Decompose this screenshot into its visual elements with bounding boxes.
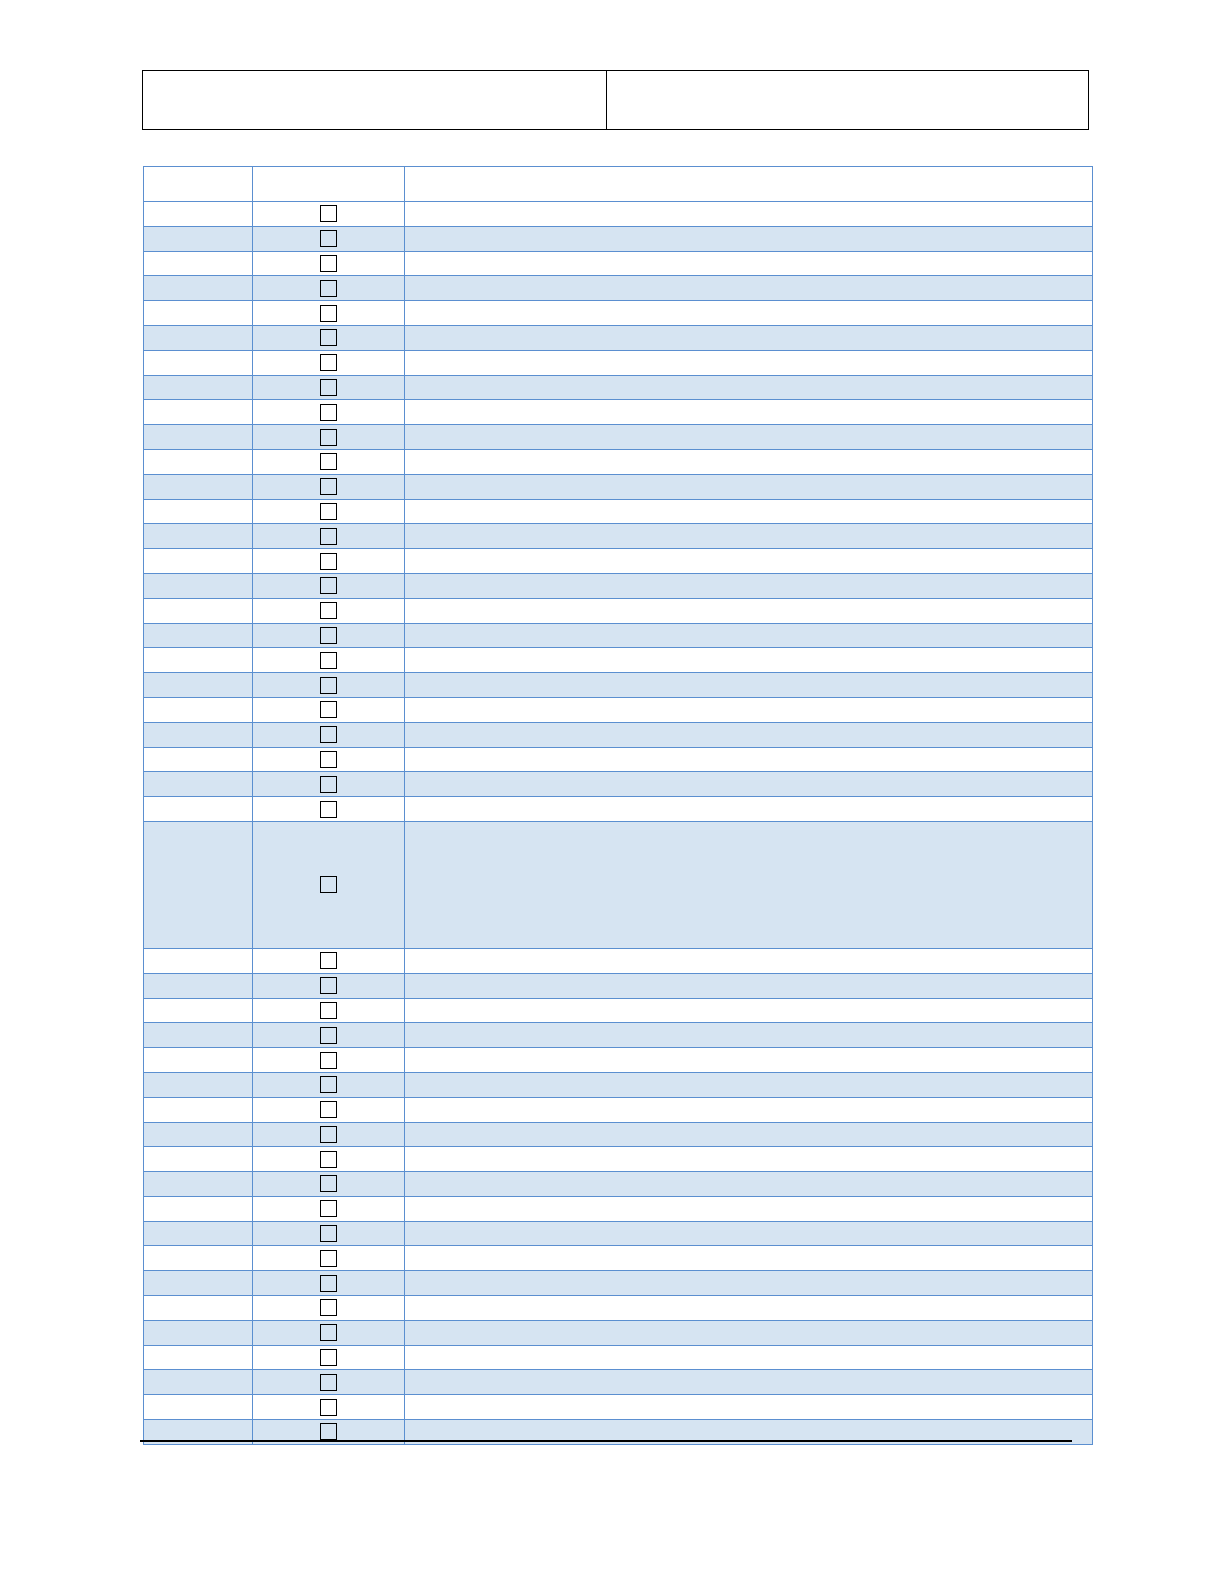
table-row: [144, 226, 1093, 251]
checkbox[interactable]: [320, 1027, 337, 1044]
checkbox[interactable]: [320, 952, 337, 969]
table-row: [144, 1048, 1093, 1073]
table-row: [144, 449, 1093, 474]
table-row: [144, 1023, 1093, 1048]
table-row: [144, 400, 1093, 425]
table-row: [144, 499, 1093, 524]
checkbox[interactable]: [320, 977, 337, 994]
row-checkbox-cell: [253, 400, 405, 425]
row-checkbox-cell: [253, 474, 405, 499]
row-checkbox-cell: [253, 747, 405, 772]
checkbox[interactable]: [320, 602, 337, 619]
row-checkbox-cell: [253, 797, 405, 822]
row-label-cell: [144, 722, 253, 747]
row-label-cell: [144, 598, 253, 623]
table-row: [144, 325, 1093, 350]
table-row: [144, 722, 1093, 747]
table-row: [144, 948, 1093, 973]
row-description-cell: [405, 821, 1093, 948]
row-label-cell: [144, 1221, 253, 1246]
table-row: [144, 973, 1093, 998]
row-checkbox-cell: [253, 623, 405, 648]
row-checkbox-cell: [253, 1271, 405, 1296]
checklist-table: [143, 166, 1093, 1445]
row-description-cell: [405, 1221, 1093, 1246]
table-row: [144, 425, 1093, 450]
row-checkbox-cell: [253, 1320, 405, 1345]
table-row: [144, 821, 1093, 948]
checkbox[interactable]: [320, 726, 337, 743]
row-checkbox-cell: [253, 1072, 405, 1097]
row-label-cell: [144, 325, 253, 350]
row-label-cell: [144, 772, 253, 797]
row-checkbox-cell: [253, 524, 405, 549]
table-row: [144, 673, 1093, 698]
row-description-cell: [405, 1320, 1093, 1345]
row-description-cell: [405, 1147, 1093, 1172]
row-description-cell: [405, 549, 1093, 574]
row-description-cell: [405, 1097, 1093, 1122]
row-description-cell: [405, 1196, 1093, 1221]
checkbox[interactable]: [320, 453, 337, 470]
checkbox[interactable]: [320, 652, 337, 669]
row-checkbox-cell: [253, 325, 405, 350]
table-row: [144, 202, 1093, 227]
checkbox[interactable]: [320, 553, 337, 570]
row-label-cell: [144, 797, 253, 822]
checklist-body: [144, 202, 1093, 1445]
row-label-cell: [144, 648, 253, 673]
row-label-cell: [144, 1072, 253, 1097]
row-checkbox-cell: [253, 549, 405, 574]
row-checkbox-cell: [253, 598, 405, 623]
table-row: [144, 1172, 1093, 1197]
row-description-cell: [405, 1271, 1093, 1296]
checkbox[interactable]: [320, 801, 337, 818]
row-checkbox-cell: [253, 276, 405, 301]
row-label-cell: [144, 1246, 253, 1271]
table-row: [144, 474, 1093, 499]
table-row: [144, 1147, 1093, 1172]
table-row: [144, 251, 1093, 276]
row-checkbox-cell: [253, 998, 405, 1023]
row-label-cell: [144, 1320, 253, 1345]
row-description-cell: [405, 325, 1093, 350]
checkbox[interactable]: [320, 230, 337, 247]
row-label-cell: [144, 1395, 253, 1420]
row-description-cell: [405, 1395, 1093, 1420]
row-label-cell: [144, 673, 253, 698]
row-description-cell: [405, 226, 1093, 251]
checkbox[interactable]: [320, 1423, 337, 1440]
checkbox[interactable]: [320, 1324, 337, 1341]
row-checkbox-cell: [253, 1097, 405, 1122]
row-label-cell: [144, 524, 253, 549]
table-row: [144, 1122, 1093, 1147]
checkbox[interactable]: [320, 1126, 337, 1143]
checkbox[interactable]: [320, 280, 337, 297]
table-row: [144, 648, 1093, 673]
row-label-cell: [144, 1271, 253, 1296]
row-checkbox-cell: [253, 1395, 405, 1420]
row-description-cell: [405, 1246, 1093, 1271]
row-label-cell: [144, 474, 253, 499]
row-label-cell: [144, 301, 253, 326]
row-description-cell: [405, 797, 1093, 822]
row-description-cell: [405, 598, 1093, 623]
table-row: [144, 524, 1093, 549]
table-row: [144, 697, 1093, 722]
column-header-1: [144, 167, 253, 202]
checkbox[interactable]: [320, 1399, 337, 1416]
checkbox[interactable]: [320, 1275, 337, 1292]
row-description-cell: [405, 673, 1093, 698]
row-label-cell: [144, 276, 253, 301]
row-checkbox-cell: [253, 226, 405, 251]
table-row: [144, 1221, 1093, 1246]
row-description-cell: [405, 973, 1093, 998]
footer-rule: [140, 1440, 1072, 1442]
row-checkbox-cell: [253, 1370, 405, 1395]
row-checkbox-cell: [253, 350, 405, 375]
row-description-cell: [405, 747, 1093, 772]
table-row: [144, 797, 1093, 822]
document-header-box: [142, 70, 1089, 130]
row-label-cell: [144, 400, 253, 425]
row-description-cell: [405, 648, 1093, 673]
row-label-cell: [144, 821, 253, 948]
table-row: [144, 1271, 1093, 1296]
table-row: [144, 1296, 1093, 1321]
table-row: [144, 598, 1093, 623]
row-description-cell: [405, 1345, 1093, 1370]
row-description-cell: [405, 1370, 1093, 1395]
checkbox[interactable]: [320, 205, 337, 222]
checkbox[interactable]: [320, 627, 337, 644]
checklist-header-row: [144, 167, 1093, 202]
row-checkbox-cell: [253, 499, 405, 524]
row-description-cell: [405, 425, 1093, 450]
row-description-cell: [405, 375, 1093, 400]
table-row: [144, 276, 1093, 301]
checkbox[interactable]: [320, 701, 337, 718]
header-left-cell: [143, 71, 607, 129]
row-label-cell: [144, 1370, 253, 1395]
row-description-cell: [405, 1296, 1093, 1321]
row-checkbox-cell: [253, 1147, 405, 1172]
row-checkbox-cell: [253, 821, 405, 948]
row-description-cell: [405, 524, 1093, 549]
row-description-cell: [405, 1122, 1093, 1147]
row-checkbox-cell: [253, 449, 405, 474]
row-checkbox-cell: [253, 1023, 405, 1048]
table-row: [144, 375, 1093, 400]
row-checkbox-cell: [253, 1296, 405, 1321]
table-row: [144, 1246, 1093, 1271]
row-checkbox-cell: [253, 722, 405, 747]
checkbox[interactable]: [320, 404, 337, 421]
row-checkbox-cell: [253, 375, 405, 400]
row-description-cell: [405, 623, 1093, 648]
row-checkbox-cell: [253, 1048, 405, 1073]
row-description-cell: [405, 772, 1093, 797]
checkbox[interactable]: [320, 1101, 337, 1118]
checkbox[interactable]: [320, 1076, 337, 1093]
row-description-cell: [405, 449, 1093, 474]
row-checkbox-cell: [253, 1196, 405, 1221]
table-row: [144, 1370, 1093, 1395]
row-checkbox-cell: [253, 973, 405, 998]
checkbox[interactable]: [320, 305, 337, 322]
checkbox[interactable]: [320, 1151, 337, 1168]
row-label-cell: [144, 697, 253, 722]
table-row: [144, 1345, 1093, 1370]
row-label-cell: [144, 973, 253, 998]
row-label-cell: [144, 449, 253, 474]
row-label-cell: [144, 747, 253, 772]
checkbox[interactable]: [320, 255, 337, 272]
row-label-cell: [144, 573, 253, 598]
row-description-cell: [405, 697, 1093, 722]
row-label-cell: [144, 1147, 253, 1172]
checkbox[interactable]: [320, 1225, 337, 1242]
table-row: [144, 1395, 1093, 1420]
table-row: [144, 1072, 1093, 1097]
checkbox[interactable]: [320, 478, 337, 495]
row-label-cell: [144, 1023, 253, 1048]
row-checkbox-cell: [253, 648, 405, 673]
checkbox[interactable]: [320, 329, 337, 346]
row-description-cell: [405, 474, 1093, 499]
row-description-cell: [405, 1172, 1093, 1197]
column-header-2: [253, 167, 405, 202]
row-label-cell: [144, 425, 253, 450]
checkbox[interactable]: [320, 528, 337, 545]
row-label-cell: [144, 623, 253, 648]
checkbox[interactable]: [320, 1250, 337, 1267]
row-label-cell: [144, 1296, 253, 1321]
checkbox[interactable]: [320, 677, 337, 694]
checkbox[interactable]: [320, 1374, 337, 1391]
table-row: [144, 350, 1093, 375]
row-description-cell: [405, 1072, 1093, 1097]
row-label-cell: [144, 1345, 253, 1370]
row-description-cell: [405, 350, 1093, 375]
row-checkbox-cell: [253, 697, 405, 722]
row-checkbox-cell: [253, 251, 405, 276]
header-right-cell: [607, 71, 1088, 129]
table-row: [144, 1097, 1093, 1122]
row-description-cell: [405, 400, 1093, 425]
row-description-cell: [405, 251, 1093, 276]
row-label-cell: [144, 202, 253, 227]
row-label-cell: [144, 499, 253, 524]
row-label-cell: [144, 251, 253, 276]
table-row: [144, 623, 1093, 648]
row-label-cell: [144, 1122, 253, 1147]
row-checkbox-cell: [253, 673, 405, 698]
row-checkbox-cell: [253, 948, 405, 973]
column-header-3: [405, 167, 1093, 202]
row-label-cell: [144, 375, 253, 400]
table-row: [144, 1320, 1093, 1345]
row-checkbox-cell: [253, 425, 405, 450]
row-description-cell: [405, 301, 1093, 326]
row-label-cell: [144, 1048, 253, 1073]
checkbox[interactable]: [320, 1002, 337, 1019]
checkbox[interactable]: [320, 354, 337, 371]
row-checkbox-cell: [253, 573, 405, 598]
row-checkbox-cell: [253, 1345, 405, 1370]
table-row: [144, 772, 1093, 797]
row-description-cell: [405, 722, 1093, 747]
row-label-cell: [144, 350, 253, 375]
checkbox[interactable]: [320, 876, 337, 893]
checkbox[interactable]: [320, 429, 337, 446]
row-description-cell: [405, 1023, 1093, 1048]
row-description-cell: [405, 573, 1093, 598]
row-checkbox-cell: [253, 1246, 405, 1271]
row-label-cell: [144, 226, 253, 251]
row-checkbox-cell: [253, 1122, 405, 1147]
table-row: [144, 747, 1093, 772]
row-label-cell: [144, 998, 253, 1023]
row-description-cell: [405, 998, 1093, 1023]
row-label-cell: [144, 549, 253, 574]
row-description-cell: [405, 499, 1093, 524]
row-label-cell: [144, 1196, 253, 1221]
row-description-cell: [405, 202, 1093, 227]
row-checkbox-cell: [253, 301, 405, 326]
checkbox[interactable]: [320, 1052, 337, 1069]
row-description-cell: [405, 948, 1093, 973]
row-checkbox-cell: [253, 1221, 405, 1246]
row-description-cell: [405, 276, 1093, 301]
checkbox[interactable]: [320, 1200, 337, 1217]
checkbox[interactable]: [320, 751, 337, 768]
row-label-cell: [144, 1172, 253, 1197]
row-label-cell: [144, 1097, 253, 1122]
checkbox[interactable]: [320, 1299, 337, 1316]
table-row: [144, 998, 1093, 1023]
checkbox[interactable]: [320, 503, 337, 520]
table-row: [144, 1196, 1093, 1221]
table-row: [144, 573, 1093, 598]
row-label-cell: [144, 948, 253, 973]
row-checkbox-cell: [253, 772, 405, 797]
checkbox[interactable]: [320, 379, 337, 396]
checkbox[interactable]: [320, 776, 337, 793]
row-checkbox-cell: [253, 1172, 405, 1197]
row-description-cell: [405, 1048, 1093, 1073]
table-row: [144, 301, 1093, 326]
checkbox[interactable]: [320, 577, 337, 594]
checkbox[interactable]: [320, 1175, 337, 1192]
row-checkbox-cell: [253, 202, 405, 227]
table-row: [144, 549, 1093, 574]
checkbox[interactable]: [320, 1349, 337, 1366]
